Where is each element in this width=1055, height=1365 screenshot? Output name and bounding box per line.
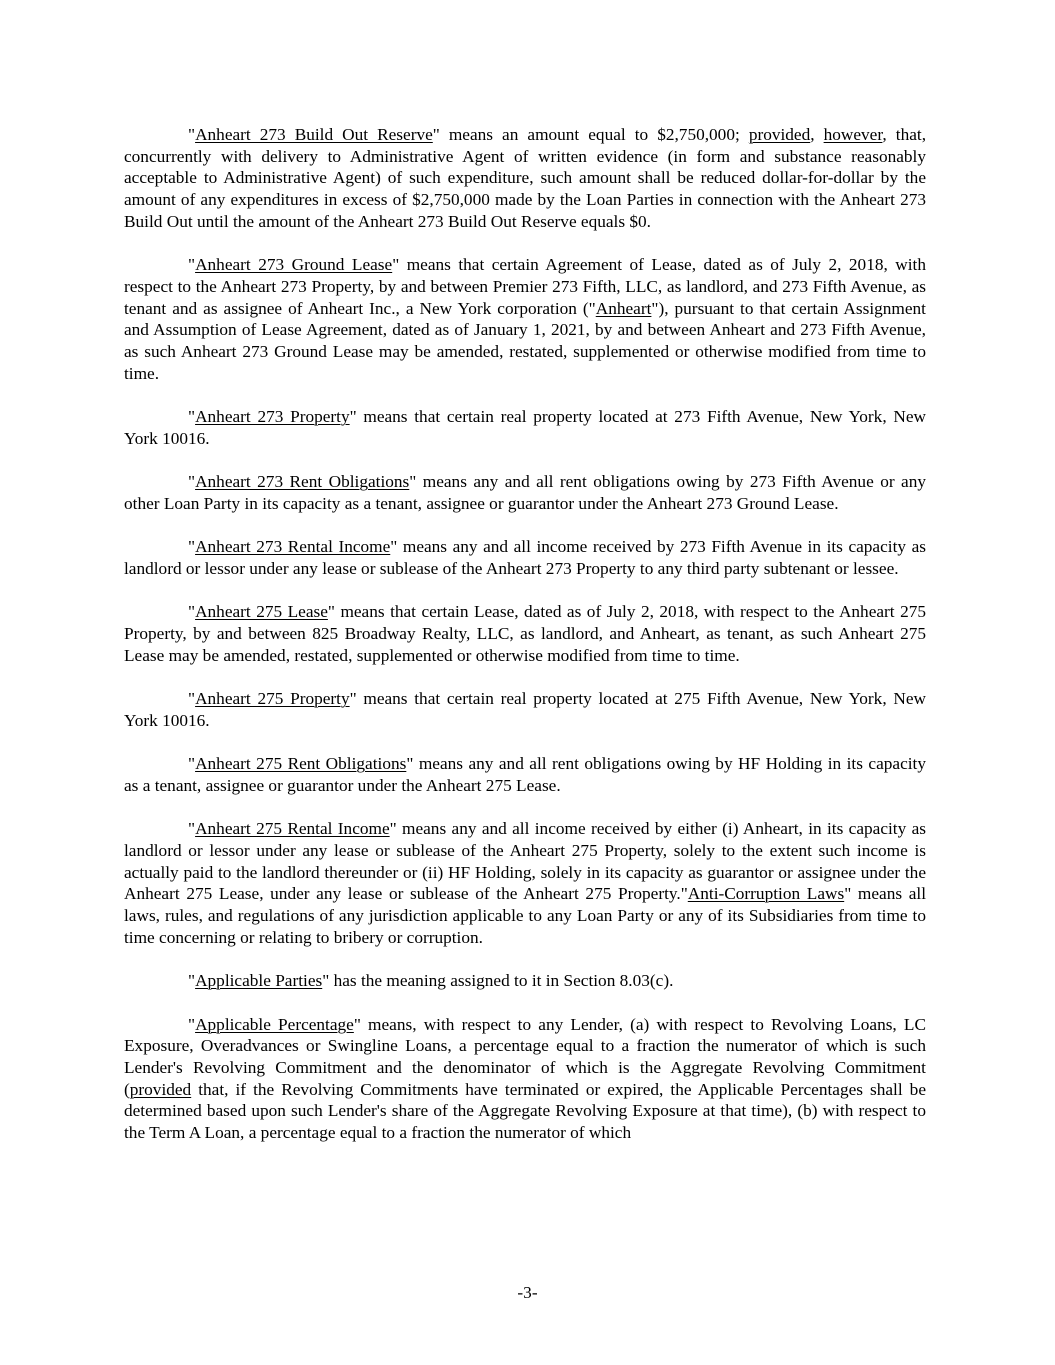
definition-text: " has the meaning assigned to it in Section 8.03(c). xyxy=(322,971,674,991)
quote-mark: " xyxy=(188,537,196,557)
defined-term: Anheart 273 Rental Income xyxy=(195,537,391,557)
defined-term: Anheart 275 Lease xyxy=(195,602,328,622)
quote-mark: " xyxy=(188,1014,196,1034)
defined-term: Anheart 275 Property xyxy=(195,689,350,709)
underlined-word: provided xyxy=(748,125,811,144)
definition-anheart-273-rental-income xyxy=(124,536,926,579)
definition-anheart-275-rental-income xyxy=(124,818,926,948)
definition-text: " means an amount equal to $2,750,000; xyxy=(432,125,749,144)
definition-anheart-273-ground-lease xyxy=(124,254,926,384)
defined-term: Applicable Percentage xyxy=(195,1014,354,1034)
definition-text: " means, with respect to any Lender, (a) with respect to Revolving Loans, LC Exposure, Overadvances or Swingline Loans, a percentage equal to a fraction the numerator of which is such Lender's Revolving Commitment and the denominator of which is the Aggregate Revolving Commitment ( xyxy=(124,1014,926,1099)
definition-text: , that, concurrently with delivery to Administrative Agent of written evidence (in form and substance reasonably acceptable to Administrative Agent) of such expenditure, such amount shall be reduced dollar-for-dollar by the amount of any expenditures in excess of $2,750,000 made by the Loan Parties in connection with the Anheart 273 Build Out until the amount of the Anheart 273 Build Out Reserve equals $0. xyxy=(124,125,927,231)
quote-mark: " xyxy=(188,255,196,275)
definition-text: " means that certain real property located at 275 Fifth Avenue, New York, New York 10016. xyxy=(124,689,926,730)
definition-anheart-273-build-out-reserve xyxy=(124,124,926,233)
underlined-word: Anheart xyxy=(595,298,652,318)
underlined-word: provided xyxy=(129,1079,192,1099)
defined-term: Anheart 275 Rental Income xyxy=(195,819,390,839)
quote-mark: " xyxy=(188,125,196,144)
definition-anheart-275-lease xyxy=(124,601,926,666)
defined-term: Anheart 273 Ground Lease xyxy=(195,255,393,275)
definition-text: " means that certain Agreement of Lease, dated as of July 2, 2018, with respect to the Anheart 273 Property, by and between Premier 273 Fifth, LLC, as landlord, and 273 Fifth Avenue, as tenant and as assignee of Anheart Inc., a New York corporation (" xyxy=(124,255,926,318)
quote-mark: " xyxy=(188,602,196,622)
definition-text: " means any and all income received by either (i) Anheart, in its capacity as landlord or lessor under any lease or sublease of the Anheart 275 Property, solely to the extent such income is actually paid to the landlord thereunder or (ii) HF Holding, solely in its capacity as guarantor or assignee under the Anheart 275 Lease, under any lease or sublease of the Anheart 275 Property." xyxy=(124,819,926,904)
definition-anheart-273-rent-obligations xyxy=(124,471,926,514)
definition-text: " means any and all income received by 273 Fifth Avenue in its capacity as landlord or lessor under any lease or sublease of the Anheart 273 Property to any third party subtenant or lessee. xyxy=(124,537,926,578)
definition-anheart-273-property xyxy=(124,406,926,449)
defined-term: Anheart 273 Property xyxy=(195,407,350,427)
quote-mark: " xyxy=(188,754,196,774)
page-number: -3- xyxy=(517,1283,538,1302)
definition-text: " means all laws, rules, and regulations of any jurisdiction applicable to any Loan Party or any of its Subsidiaries from time to time concerning or relating to bribery or corruption. xyxy=(124,884,926,947)
definition-text: that, if the Revolving Commitments have terminated or expired, the Applicable Percentages shall be determined based upon such Lender's share of the Aggregate Revolving Exposure at that time), (b) with respect to the Term A Loan, a percentage equal to a fraction the numerator of which xyxy=(124,1079,926,1143)
definition-applicable-percentage xyxy=(124,1014,926,1144)
quote-mark: " xyxy=(188,472,196,492)
definition-text: " means that certain real property located at 273 Fifth Avenue, New York, New York 10016. xyxy=(124,407,926,448)
document-page xyxy=(124,124,926,1166)
defined-term: Anheart 273 Build Out Reserve xyxy=(195,125,433,144)
defined-term: Anheart 275 Rent Obligations xyxy=(195,754,407,774)
definition-text: "), pursuant to that certain Assignment and Assumption of Lease Agreement, dated as of January 1, 2021, by and between Anheart and 273 Fifth Avenue, as such Anheart 273 Ground Lease may be amended, restated, supplemented or otherwise modified from time to time. xyxy=(124,298,926,383)
quote-mark: " xyxy=(188,819,196,839)
quote-mark: " xyxy=(188,407,196,427)
underlined-word: however xyxy=(823,125,883,144)
definition-text: " means any and all rent obligations owing by HF Holding in its capacity as a tenant, assignee or guarantor under the Anheart 275 Lease. xyxy=(124,754,926,795)
defined-term: Anheart 273 Rent Obligations xyxy=(195,472,410,492)
definition-text: , xyxy=(810,125,824,144)
defined-term: Applicable Parties xyxy=(195,971,323,991)
definition-text: " means that certain Lease, dated as of July 2, 2018, with respect to the Anheart 275 Property, by and between 825 Broadway Realty, LLC, as landlord, and Anheart, as tenant, as such Anheart 275 Lease may be amended, restated, supplemented or otherwise modified from time to time. xyxy=(124,602,926,665)
definition-text: " means any and all rent obligations owing by 273 Fifth Avenue or any other Loan Party in its capacity as a tenant, assignee or guarantor under the Anheart 273 Ground Lease. xyxy=(124,472,926,513)
definition-applicable-parties xyxy=(124,970,926,992)
definition-anheart-275-rent-obligations xyxy=(124,753,926,796)
quote-mark: " xyxy=(188,689,196,709)
defined-term: Anti-Corruption Laws xyxy=(687,884,845,904)
definition-anheart-275-property xyxy=(124,688,926,731)
quote-mark: " xyxy=(188,971,196,991)
